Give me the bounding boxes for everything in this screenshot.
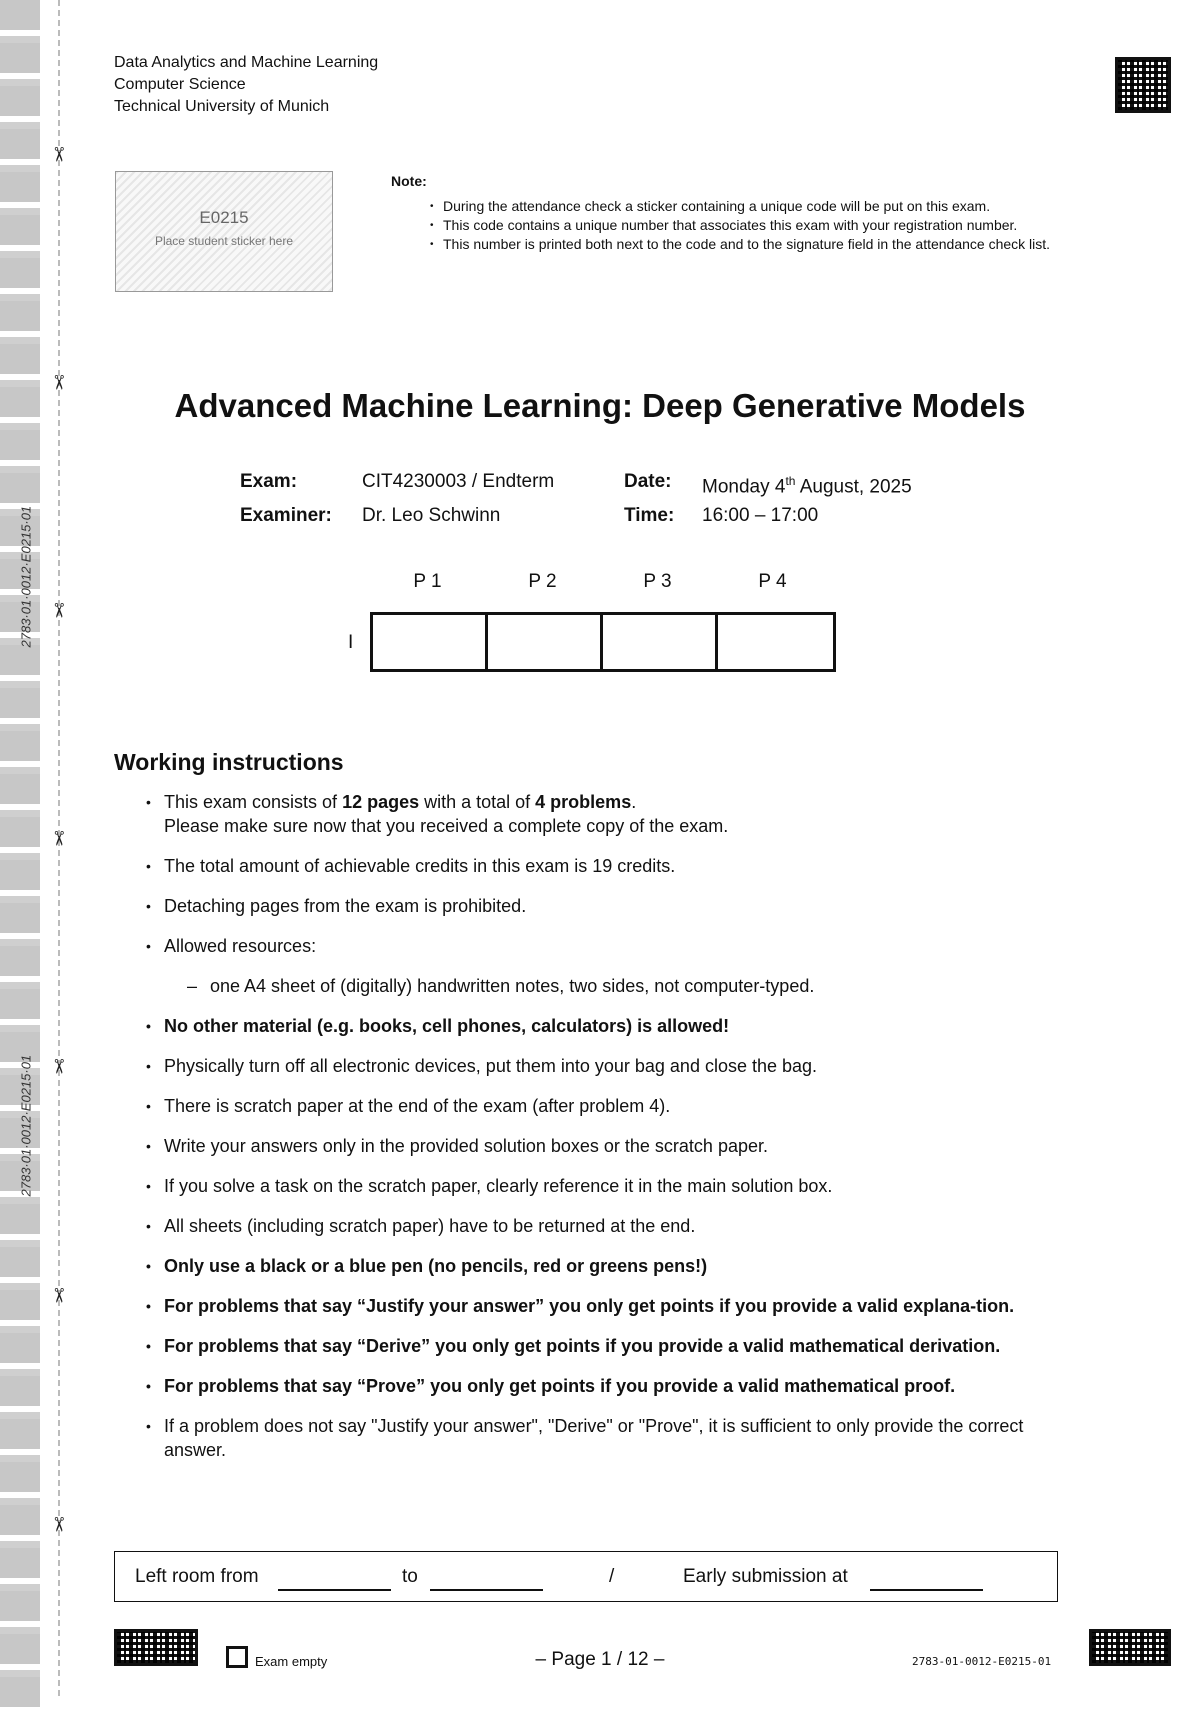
note <box>391 172 1061 254</box>
working-instructions-list <box>146 790 1066 1478</box>
institution-line: Technical University of Munich <box>114 98 330 115</box>
margin-cell <box>0 301 40 337</box>
grade-header: P 4 <box>758 571 787 592</box>
grade-row-label: I <box>348 632 354 653</box>
margin-cell <box>0 946 40 982</box>
footer-code: 2783-01-0012-E0215-01 <box>912 1655 1052 1668</box>
margin-cell <box>0 1548 40 1584</box>
instruction-item: • If a problem does not say "Justify your answer", "Derive" or "Prove", it is sufficient to only provide the correct answer. <box>146 1414 1066 1462</box>
exam-title: Advanced Machine Learning: Deep Generative Models <box>174 387 1026 424</box>
left-room-to-field[interactable] <box>430 1589 543 1591</box>
margin-cell <box>0 1290 40 1326</box>
note-item: • This code contains a unique number that associates this exam with your registration number. <box>443 216 1061 235</box>
margin-cell <box>0 731 40 767</box>
instruction-item: • If you solve a task on the scratch paper, clearly reference it in the main solution box. <box>146 1174 1066 1198</box>
sticker-label: Place student sticker here <box>154 234 294 248</box>
date-label: Date: <box>624 471 672 492</box>
note-item: • This number is printed both next to the code and to the signature field in the attendance check list. <box>443 235 1061 254</box>
instruction-item: • All sheets (including scratch paper) have to be returned at the end. <box>146 1214 1066 1238</box>
margin-cell <box>0 258 40 294</box>
scissors-icon: ✂ <box>46 1058 69 1075</box>
margin-cell <box>0 1376 40 1412</box>
margin-cell <box>0 473 40 509</box>
exam-label: Exam: <box>240 471 298 492</box>
grade-table-headers <box>370 571 830 593</box>
instruction-item: • This exam consists of 12 pages with a total of 4 problems. Please make sure now that you received a complete copy of the exam. <box>146 790 1066 838</box>
working-instructions-heading: Working instructions <box>114 749 344 775</box>
margin-cell <box>0 129 40 165</box>
side-code: 2783·01·0012·E0215·01 <box>18 1054 34 1197</box>
left-room-from-field[interactable] <box>278 1589 391 1591</box>
margin-cell <box>0 430 40 466</box>
margin-cell <box>0 172 40 208</box>
left-margin-strip <box>0 0 40 1696</box>
exam-value: CIT4230003 / Endterm <box>362 471 555 492</box>
grade-header: P 1 <box>413 571 442 592</box>
grade-table <box>370 612 836 672</box>
note-item: • During the attendance check a sticker containing a unique code will be put on this exam. <box>443 197 1061 216</box>
margin-cell <box>0 989 40 1025</box>
barcode-icon <box>1089 1629 1171 1666</box>
note-title: Note: <box>391 173 427 189</box>
side-code: 2783·01·0012·E0215·01 <box>18 505 34 648</box>
margin-cell <box>0 645 40 681</box>
scissors-icon: ✂ <box>46 374 69 391</box>
institution-line: Data Analytics and Machine Learning <box>114 54 379 71</box>
instruction-item: • For problems that say “Justify your answer” you only get points if you provide a valid explana-tion. <box>146 1294 1066 1318</box>
instruction-item: • Physically turn off all electronic devices, put them into your bag and close the bag. <box>146 1054 1066 1078</box>
margin-cell <box>0 1591 40 1627</box>
institution-header <box>114 52 378 118</box>
margin-cell <box>0 1419 40 1455</box>
margin-cell <box>0 0 40 36</box>
qr-code-icon <box>1115 57 1171 113</box>
margin-cell <box>0 774 40 810</box>
instruction-item: • Write your answers only in the provided solution boxes or the scratch paper. <box>146 1134 1066 1158</box>
instruction-item: • There is scratch paper at the end of the exam (after problem 4). <box>146 1094 1066 1118</box>
margin-cell <box>0 1677 40 1713</box>
instruction-item: • Allowed resources: <box>146 934 1066 958</box>
scissors-icon: ✂ <box>46 830 69 847</box>
margin-cell <box>0 1333 40 1369</box>
institution-line: Computer Science <box>114 76 246 93</box>
early-submission-field[interactable] <box>870 1589 983 1591</box>
exam-meta <box>240 467 912 530</box>
scissors-icon: ✂ <box>46 602 69 619</box>
margin-cell <box>0 1204 40 1240</box>
time-label: Time: <box>624 505 675 527</box>
instruction-item: • No other material (e.g. books, cell phones, calculators) is allowed! <box>146 1014 1066 1038</box>
slash-label: / <box>609 1566 615 1587</box>
time-value: 16:00 – 17:00 <box>702 505 819 527</box>
student-sticker-area <box>115 171 333 292</box>
instruction-item: • Only use a black or a blue pen (no pencils, red or greens pens!) <box>146 1254 1066 1278</box>
scissors-icon: ✂ <box>46 146 69 163</box>
margin-cell <box>0 860 40 896</box>
examiner-label: Examiner: <box>240 505 332 527</box>
instruction-subitem: – one A4 sheet of (digitally) handwritten notes, two sides, not computer-typed. <box>146 974 1066 998</box>
margin-cell <box>0 1247 40 1283</box>
left-room-from-label: Left room from <box>135 1566 259 1587</box>
margin-cell <box>0 688 40 724</box>
grade-box-p1 <box>373 615 488 669</box>
instruction-item: • For problems that say “Derive” you only get points if you provide a valid mathematical derivation. <box>146 1334 1066 1358</box>
margin-cell <box>0 43 40 79</box>
instruction-item: • Detaching pages from the exam is prohibited. <box>146 894 1066 918</box>
margin-cell <box>0 817 40 853</box>
grade-box-p3 <box>603 615 718 669</box>
grade-box-p2 <box>488 615 603 669</box>
grade-header: P 3 <box>643 571 672 592</box>
sticker-code: E0215 <box>199 208 249 227</box>
page-number: – Page 1 / 12 – <box>535 1649 665 1670</box>
instruction-item: • For problems that say “Prove” you only get points if you provide a valid mathematical proof. <box>146 1374 1066 1398</box>
note-list <box>391 197 1061 254</box>
examiner-value: Dr. Leo Schwinn <box>362 505 501 527</box>
margin-cell <box>0 215 40 251</box>
margin-cell <box>0 903 40 939</box>
scissors-icon: ✂ <box>46 1516 69 1533</box>
cut-line <box>58 0 60 1696</box>
margin-cell <box>0 1462 40 1498</box>
leave-room-box <box>114 1551 1058 1602</box>
early-submission-label: Early submission at <box>683 1566 848 1587</box>
margin-cell <box>0 1505 40 1541</box>
margin-cell <box>0 86 40 122</box>
scissors-icon: ✂ <box>46 1287 69 1304</box>
grade-box-p4 <box>718 615 833 669</box>
date-value: Monday 4th August, 2025 <box>702 474 912 498</box>
margin-cell <box>0 344 40 380</box>
instruction-item: • The total amount of achievable credits in this exam is 19 credits. <box>146 854 1066 878</box>
grade-header: P 2 <box>528 571 557 592</box>
exam-empty-label: Exam empty <box>255 1654 328 1669</box>
to-label: to <box>402 1566 418 1587</box>
